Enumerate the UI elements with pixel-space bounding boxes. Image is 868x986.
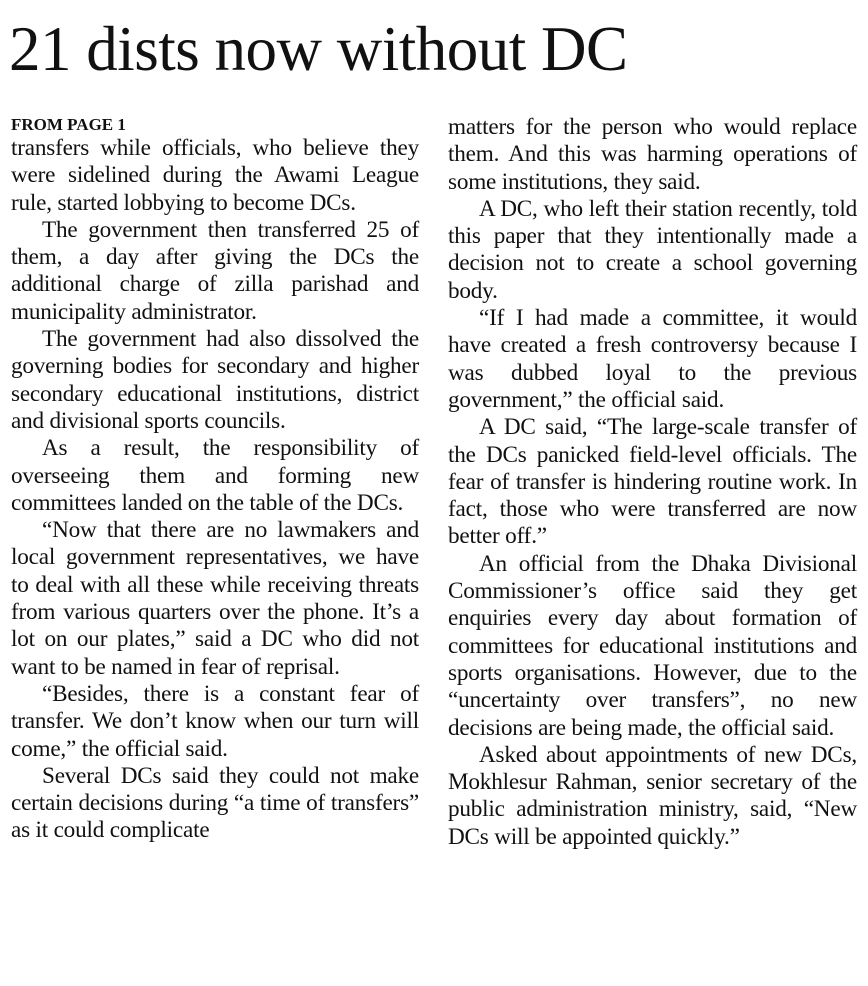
paragraph: Several DCs said they could not make certain decisions during “a time of transfers” as it could complicate (11, 762, 419, 844)
article-column-left (11, 114, 419, 845)
paragraph: As a result, the responsibility of overseeing them and forming new committees landed on the table of the DCs. (11, 435, 419, 516)
paragraph: “Now that there are no lawmakers and local government representatives, we have to deal with all these while receiving threats from various quarters over the phone. It’s a lot on our plates,” said a DC who did not want to be named in fear of reprisal. (11, 517, 419, 680)
paragraph: transfers while officials, who believe they were sidelined during the Awami League rule, started lobbying to become DCs. (11, 135, 419, 216)
headline: 21 dists now without DC (9, 14, 628, 84)
paragraph: “Besides, there is a constant fear of transfer. We don’t know when our turn will come,” the official said. (11, 680, 419, 762)
jump-label: FROM PAGE 1 (11, 115, 126, 134)
paragraph: matters for the person who would replace them. And this was harming operations of some institutions, they said. (448, 114, 857, 195)
paragraph: Asked about appointments of new DCs, Mokhlesur Rahman, senior secretary of the public administration ministry, said, “New DCs will be appointed quickly.” (448, 741, 857, 850)
paragraph: An official from the Dhaka Divisional Commissioner’s office said they get enquiries every day about formation of committees for educational institutions and sports organisations. However, due to the “uncertainty over transfers”, no new decisions are being made, the official said. (448, 550, 857, 741)
paragraph: A DC, who left their station recently, told this paper that they intentionally made a decision not to create a school governing body. (448, 195, 857, 304)
paragraph: The government then transferred 25 of them, a day after giving the DCs the additional charge of zilla parishad and municipality administrator. (11, 216, 419, 325)
paragraph: “If I had made a committee, it would have created a fresh controversy because I was dubbed loyal to the previous government,” the official said. (448, 305, 857, 413)
paragraph: The government had also dissolved the governing bodies for secondary and higher secondary educational institutions, district and divisional sports councils. (11, 326, 419, 434)
paragraph: A DC said, “The large-scale transfer of the DCs panicked field-level officials. The fear of transfer is hindering routine work. In fact, those who were transferred are now better off.” (448, 414, 857, 550)
article-column-right (448, 114, 857, 851)
